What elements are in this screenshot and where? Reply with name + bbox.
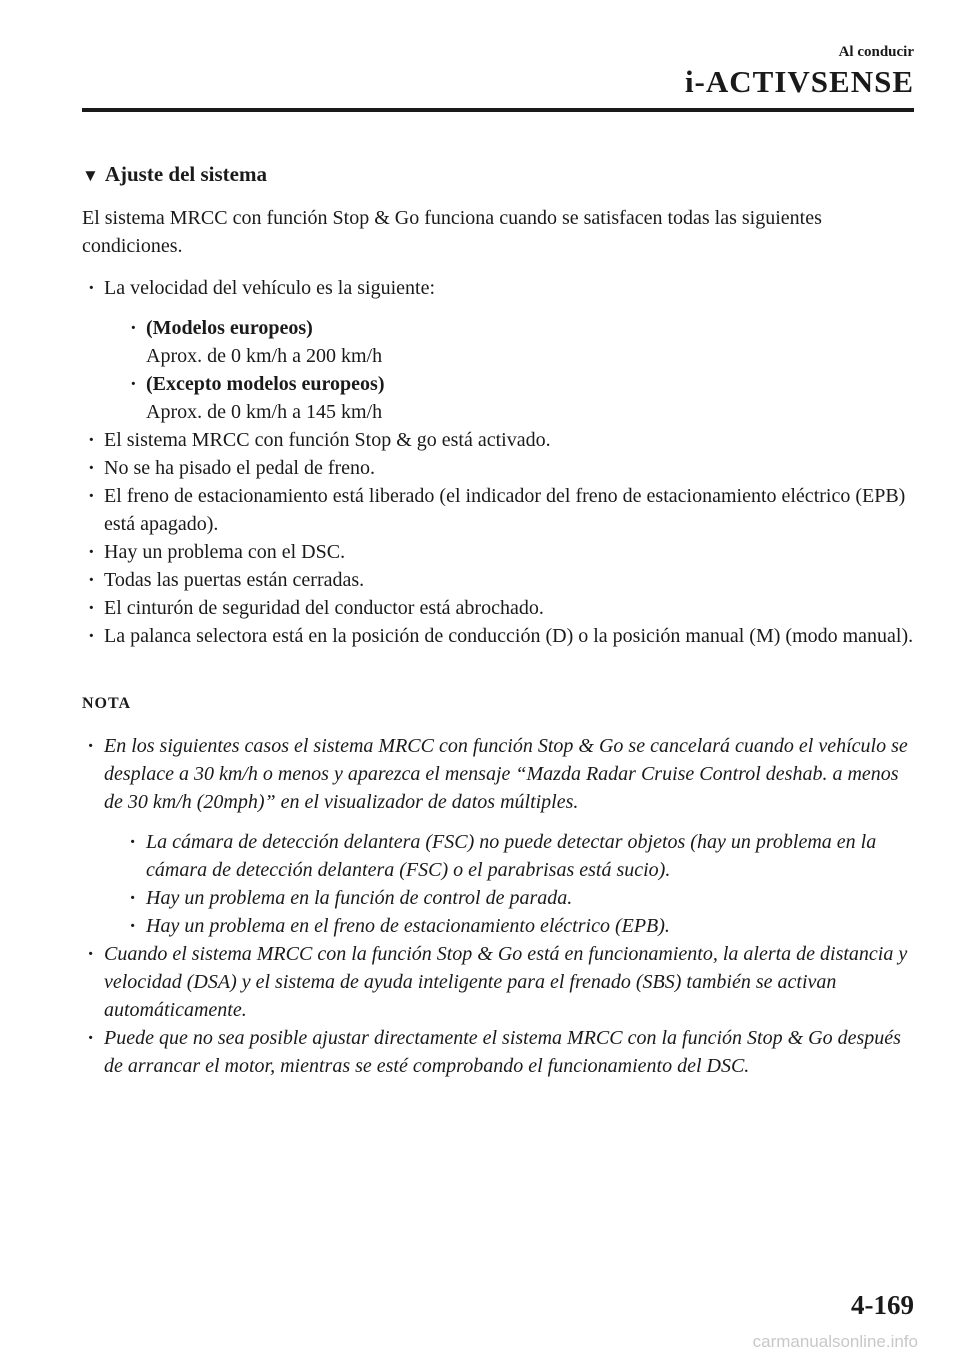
list-item: · La palanca selectora está en la posición de conducción (D) o la posición manual (M) (modo manual). (82, 622, 914, 650)
list-item: · El cinturón de seguridad del conductor está abrochado. (82, 594, 914, 622)
list-item (104, 314, 914, 370)
list-item: · El sistema MRCC con función Stop & go está activado. (82, 426, 914, 454)
list-item: · Puede que no sea posible ajustar directamente el sistema MRCC con la función Stop & Go después de arrancar el motor, mientras se esté comprobando el funcionamiento del DSC. (82, 1024, 914, 1080)
speed-condition: La velocidad del vehículo es la siguiente: (104, 277, 435, 299)
speed-range: Aprox. de 0 km/h a 145 km/h (146, 401, 383, 423)
list-item (82, 274, 914, 426)
speed-sublist (104, 314, 914, 426)
conditions-list (82, 274, 914, 650)
list-item: · Cuando el sistema MRCC con la función Stop & Go está en funcionamiento, la alerta de distancia y velocidad (DSA) y el sistema de ayuda inteligente para el frenado (SBS) también se activan automáticamente. (82, 940, 914, 1024)
list-item: · Hay un problema en la función de control de parada. (104, 884, 914, 912)
speed-range: Aprox. de 0 km/h a 200 km/h (146, 345, 383, 367)
page-content (82, 160, 914, 1080)
list-item: · La cámara de detección delantera (FSC) no puede detectar objetos (hay un problema en la cámara de detección delantera (FSC) o el parabrisas está sucio). (104, 828, 914, 884)
model-label: · (Excepto modelos europeos) (146, 373, 385, 395)
triangle-icon: ▼ (82, 166, 99, 185)
note-sublist (104, 828, 914, 940)
note-list (82, 732, 914, 1080)
list-item: · Todas las puertas están cerradas. (82, 566, 914, 594)
header-divider (82, 108, 914, 112)
note-text: En los siguientes casos el sistema MRCC con función Stop & Go se cancelará cuando el vehículo se desplace a 30 km/h o menos y aparezca el mensaje “Mazda Radar Cruise Control deshab. a menos de 30 km/h (20mph)” en el visualizador de datos múltiples. (104, 735, 908, 813)
watermark: carmanualsonline.info (752, 1332, 918, 1351)
list-item: · Hay un problema con el DSC. (82, 538, 914, 566)
section-heading (82, 160, 914, 190)
heading-text: Ajuste del sistema (104, 162, 267, 186)
list-item: · El freno de estacionamiento está liberado (el indicador del freno de estacionamiento eléctrico (EPB) está apagado). (82, 482, 914, 538)
page-number: 4-169 (851, 1290, 914, 1320)
chapter-title: i-ACTIVSENSE (684, 64, 914, 99)
model-label: · (Modelos europeos) (146, 317, 313, 339)
list-item: · Hay un problema en el freno de estacionamiento eléctrico (EPB). (104, 912, 914, 940)
section-label: Al conducir (838, 44, 914, 60)
list-item (104, 370, 914, 426)
list-item (82, 732, 914, 940)
list-item: · No se ha pisado el pedal de freno. (82, 454, 914, 482)
note-title: NOTA (82, 695, 132, 712)
intro-paragraph: El sistema MRCC con función Stop & Go funciona cuando se satisfacen todas las siguientes condiciones. (82, 207, 822, 257)
